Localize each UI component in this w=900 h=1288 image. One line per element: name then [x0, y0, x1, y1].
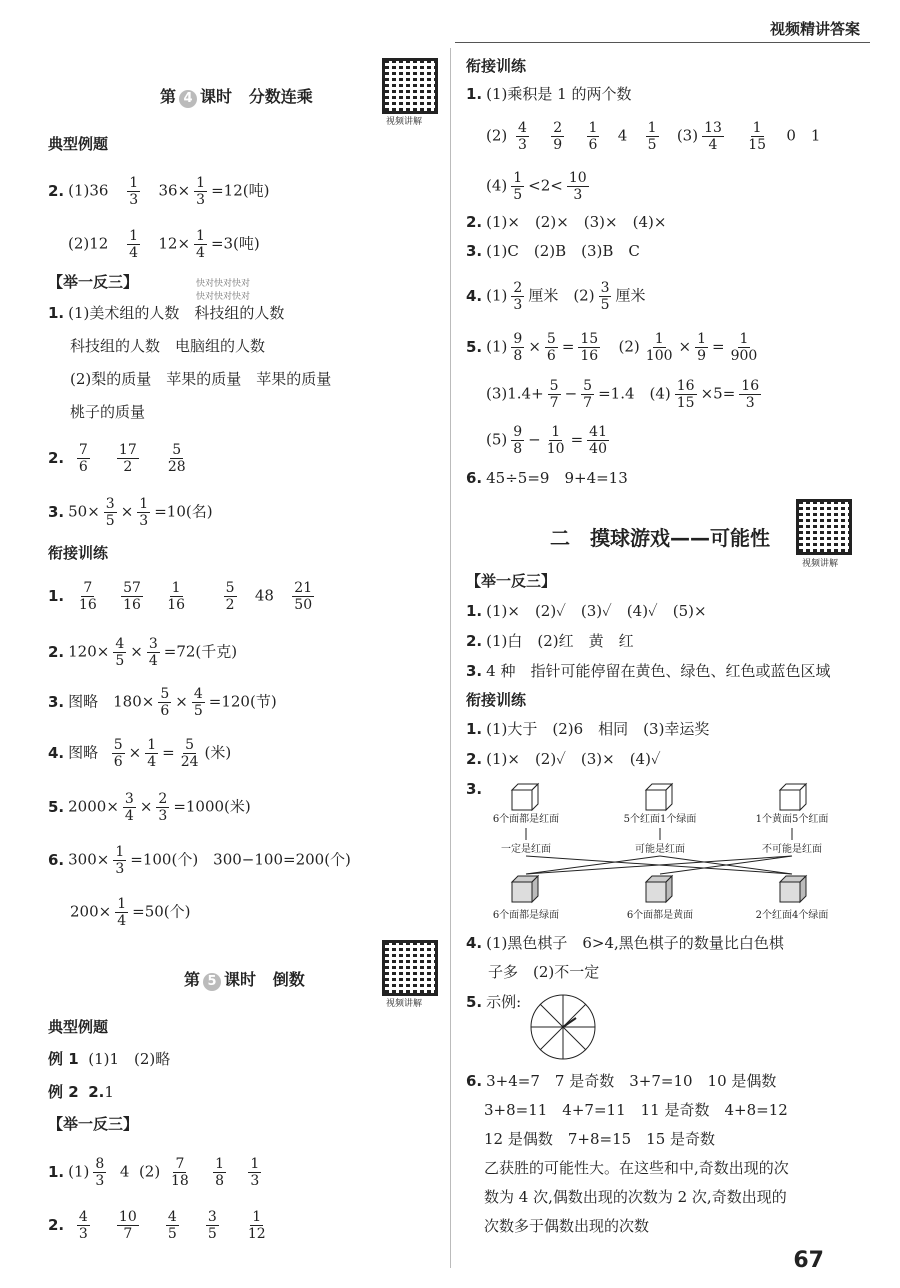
left-x2: 2. 120× $\frac{4}{5}$ × $\frac{3}{4}$ =72(千克)	[48, 636, 238, 669]
right-r1b: (2) $\frac{4}{3}$ $\frac{2}{9}$ $\frac{1}{6}$ 4 $\frac{1}{5}$ (3) $\frac{13}{4}$ $\frac{1}{15}$ 0 1	[486, 120, 821, 153]
section-heading: 衔接训练	[48, 544, 109, 562]
right-t3-number: 3.	[466, 780, 483, 798]
section-heading: 典型例题	[48, 135, 109, 153]
qr-caption: 视频讲解	[386, 117, 423, 127]
cube-icon	[512, 876, 538, 902]
cube-top-label: 6个面都是红面	[492, 814, 560, 825]
left-k1: 1. (1) $\frac{8}{3}$ 4 (2) $\frac{7}{18}$ $\frac{1}{8}$ $\frac{1}{3}$	[48, 1156, 260, 1189]
left-q2-1: 2. (1)36 $\frac{1}{3}$ 36× $\frac{1}{3}$ =12(吨)	[48, 175, 270, 208]
right-t2: 2. (1)× (2)✓ (3)× (4)✓	[466, 750, 661, 768]
left-j2: 2. $\frac{7}{6}$ $\frac{17}{2}$ $\frac{5}{28}$	[48, 442, 186, 475]
cube-mid-label: 不可能是红面	[762, 844, 822, 855]
left-j1d: 桃子的质量	[70, 403, 146, 421]
lesson-number-badge: 5	[203, 973, 221, 991]
left-k2: 2. $\frac{4}{3}$ $\frac{10}{7}$ $\frac{4}{5}$ $\frac{3}{5}$ $\frac{1}{12}$	[48, 1209, 266, 1242]
right-t6f: 次数多于偶数出现的次数	[484, 1217, 650, 1235]
section-heading: 典型例题	[48, 1018, 109, 1036]
cube-bottom-label: 6个面都是绿面	[492, 910, 560, 921]
left-ex2: 例 2 2.1	[48, 1083, 114, 1101]
right-t6e: 数为 4 次,偶数出现的次数为 2 次,奇数出现的	[484, 1188, 787, 1206]
right-t5: 5. 示例:	[466, 993, 522, 1011]
link-line	[526, 856, 660, 874]
right-s2: 2. (1)白 (2)红 黄 红	[466, 632, 634, 650]
column-divider	[450, 48, 451, 1268]
lesson4-title: 第 4 课时 分数连乘	[160, 87, 313, 106]
left-j1b: 科技组的人数 电脑组的人数	[70, 337, 266, 355]
left-q2-2: (2)12 $\frac{1}{4}$ 12× $\frac{1}{4}$ =3(吨)	[68, 228, 260, 261]
right-r5c: (5) $\frac{9}{8}$ − $\frac{1}{10}$ = $\frac{41}{40}$	[486, 424, 607, 457]
cube-mid-label: 一定是红面	[501, 844, 551, 855]
lesson-number-badge: 4	[179, 90, 197, 108]
section-heading: 衔接训练	[466, 691, 527, 709]
left-x1: 1. $\frac{7}{16}$ $\frac{57}{16}$ $\frac{1}{16}$ $\frac{5}{2}$ 48 $\frac{21}{50}$	[48, 580, 313, 613]
right-r4: 4. (1) $\frac{2}{3}$ 厘米 (2) $\frac{3}{5}$ 厘米	[466, 280, 646, 313]
right-r1: 1. (1)乘积是 1 的两个数	[466, 85, 632, 103]
qr-code-icon[interactable]	[796, 499, 852, 555]
right-r3: 3. (1)C (2)B (3)B C	[466, 242, 640, 260]
header-rule	[455, 42, 870, 43]
watermark: 快对快对快对 快对快对快对	[196, 279, 251, 302]
qr-code-icon[interactable]	[382, 58, 438, 114]
left-j1a: 1. (1)美术组的人数 科技组的人数	[48, 304, 285, 322]
section-heading: 【举一反三】	[48, 1115, 139, 1133]
section-heading: 【举一反三】	[48, 273, 139, 291]
left-x5: 5. 2000× $\frac{3}{4}$ × $\frac{2}{3}$ =1000(米)	[48, 791, 251, 824]
left-ex1: 例 1 (1)1 (2)略	[48, 1050, 171, 1068]
right-r6: 6. 45÷5=9 9+4=13	[466, 469, 628, 487]
cube-top-label: 5个红面1个绿面	[623, 814, 697, 825]
cube-bottom-label: 6个面都是黄面	[626, 910, 694, 921]
section-heading: 衔接训练	[466, 57, 527, 75]
cube-icon	[780, 876, 806, 902]
qr-caption: 视频讲解	[802, 559, 839, 569]
spinner-wheel-icon	[528, 992, 598, 1062]
right-t1: 1. (1)大于 (2)6 相同 (3)幸运奖	[466, 720, 710, 738]
right-t4a: 4. (1)黑色棋子 6>4,黑色棋子的数量比白色棋	[466, 934, 784, 952]
page-number: 67	[793, 1248, 824, 1273]
left-x6a: 6. 300× $\frac{1}{3}$ =100(个) 300−100=200(个)	[48, 844, 351, 877]
left-x3: 3. 图略 180× $\frac{5}{6}$ × $\frac{4}{5}$ =120(节)	[48, 686, 277, 719]
right-t6a: 6. 3+4=7 7 是奇数 3+7=10 10 是偶数	[466, 1072, 777, 1090]
right-s3: 3. 4 种 指针可能停留在黄色、绿色、红色或蓝色区域	[466, 662, 831, 680]
lesson5-title: 第 5 课时 倒数	[184, 970, 305, 989]
qr-caption: 视频讲解	[386, 999, 423, 1009]
right-r5b: (3)1.4+ $\frac{5}{7}$ − $\frac{5}{7}$ =1.4 (4) $\frac{16}{15}$ ×5= $\frac{16}{3}$	[486, 378, 760, 411]
unit-title: 二 摸球游戏——可能性	[550, 526, 770, 550]
right-t6c: 12 是偶数 7+8=15 15 是奇数	[484, 1130, 716, 1148]
right-r1c: (4) $\frac{1}{5}$ <2< $\frac{10}{3}$	[486, 170, 587, 203]
right-t6b: 3+8=11 4+7=11 11 是奇数 4+8=12	[484, 1101, 788, 1119]
left-x6b: 200× $\frac{1}{4}$ =50(个)	[70, 896, 191, 929]
header-title: 视频精讲答案	[769, 20, 860, 38]
right-r2: 2. (1)× (2)× (3)× (4)×	[466, 213, 667, 231]
cube-icon	[780, 784, 806, 810]
cube-bottom-label: 2个红面4个绿面	[755, 910, 829, 921]
cube-mid-label: 可能是红面	[635, 844, 685, 855]
cube-top-label: 1个黄面5个红面	[755, 814, 829, 825]
left-j1c: (2)梨的质量 苹果的质量 苹果的质量	[70, 370, 332, 388]
right-t4b: 子多 (2)不一定	[488, 963, 600, 981]
cube-icon	[512, 784, 538, 810]
right-t6d: 乙获胜的可能性大。在这些和中,奇数出现的次	[484, 1159, 789, 1177]
cube-matching-diagram	[474, 778, 844, 926]
cube-icon	[646, 876, 672, 902]
section-heading: 【举一反三】	[466, 572, 557, 590]
left-j3: 3. 50× $\frac{3}{5}$ × $\frac{1}{3}$ =10(名)	[48, 496, 213, 529]
left-x4: 4. 图略 $\frac{5}{6}$ × $\frac{1}{4}$ = $\frac{5}{24}$ (米)	[48, 737, 232, 770]
qr-code-icon[interactable]	[382, 940, 438, 996]
cube-icon	[646, 784, 672, 810]
right-s1: 1. (1)× (2)✓ (3)✓ (4)✓ (5)×	[466, 602, 707, 620]
right-r5a: 5. (1) $\frac{9}{8}$ × $\frac{5}{6}$ = $\frac{15}{16}$ (2) $\frac{1}{100}$ × $\frac{1}{9}$ = $\frac{1}{900}$	[466, 331, 758, 364]
